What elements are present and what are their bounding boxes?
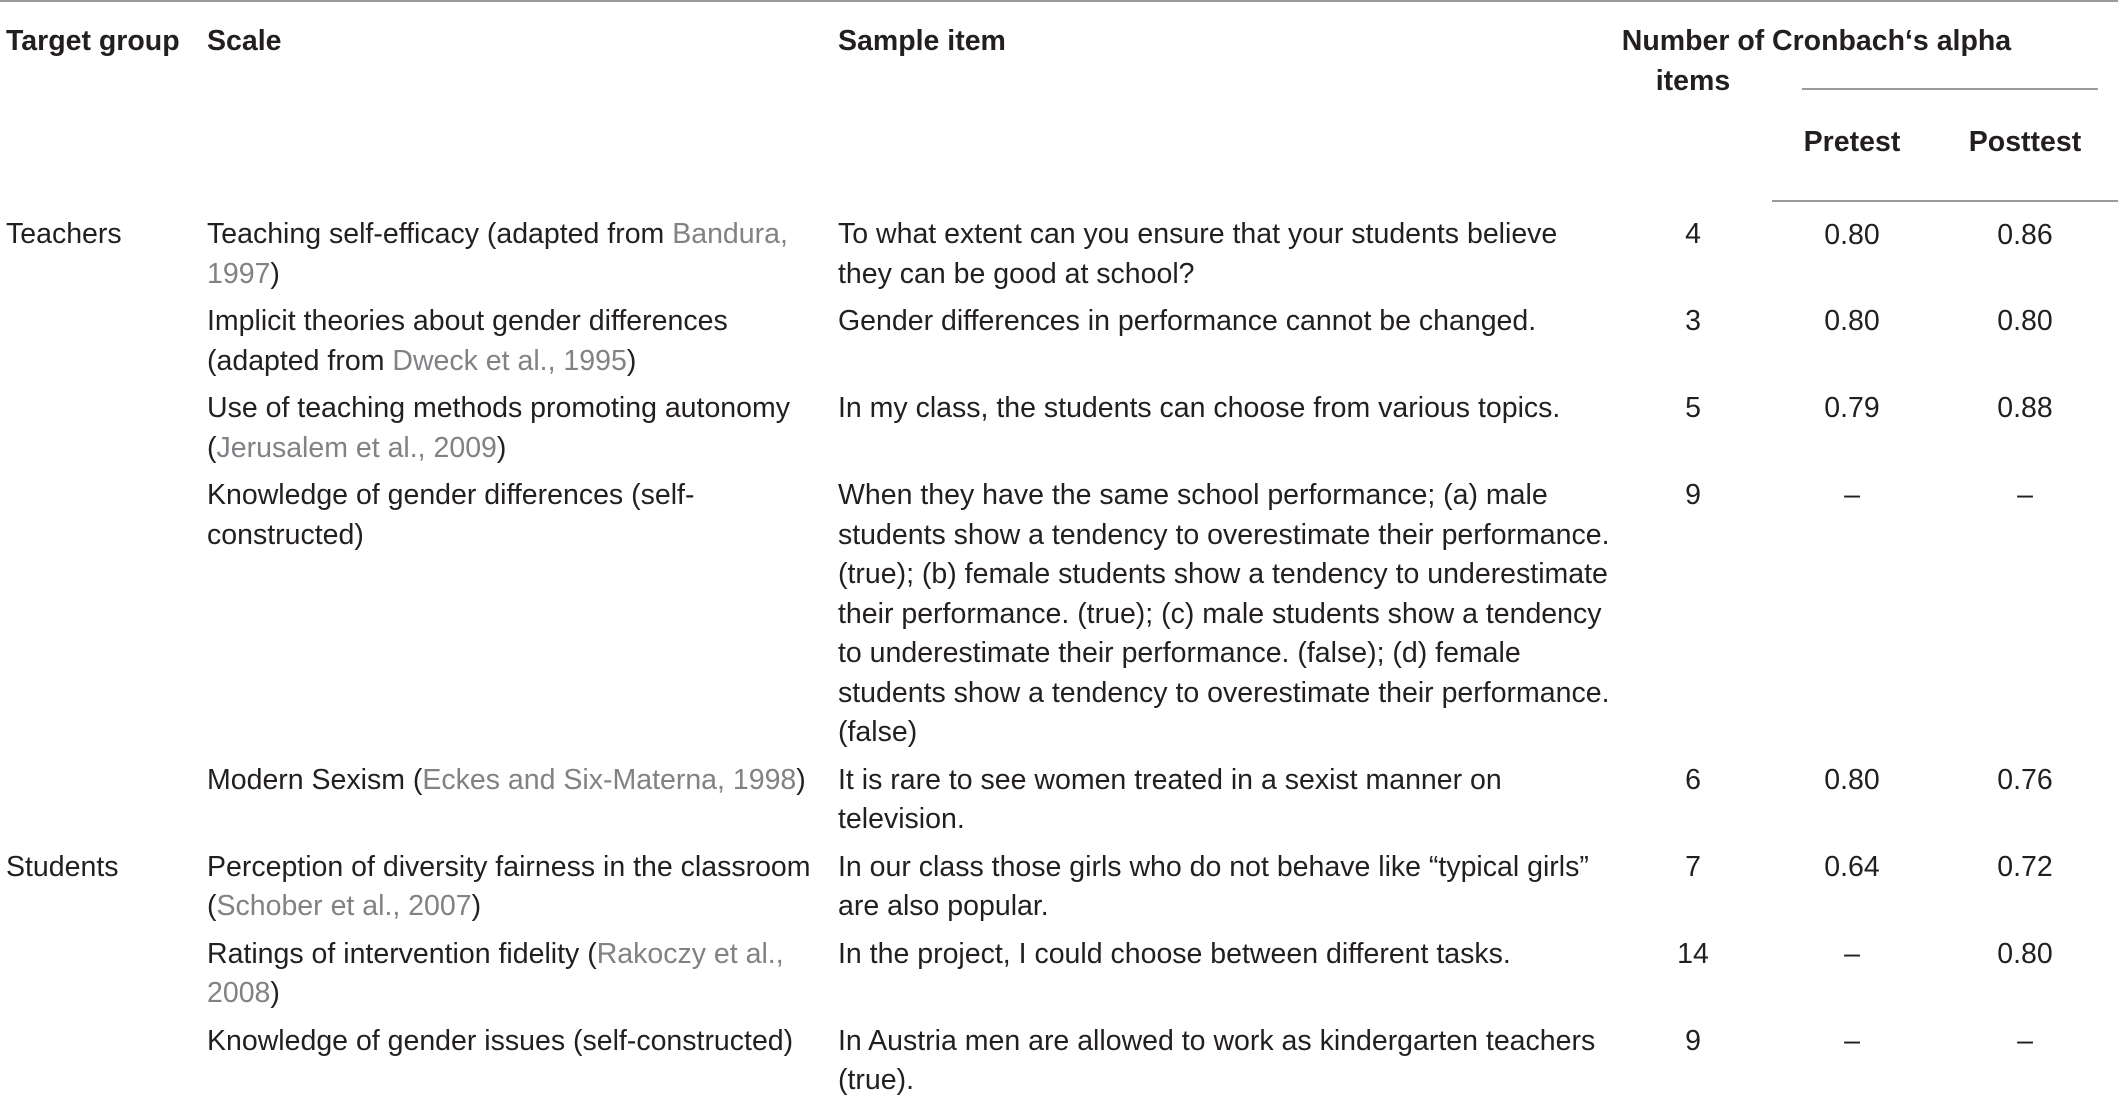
cell-sample-item: In the project, I could choose between different tasks.	[838, 937, 1511, 970]
cell-number-of-items: 7	[1685, 850, 1701, 883]
cell-target-group	[0, 1022, 207, 1109]
cell-scale	[207, 389, 838, 476]
cell-scale	[207, 476, 838, 761]
cell-target-group	[0, 389, 207, 476]
scale-text: Implicit theories about gender differences (adapted from	[207, 305, 728, 377]
reference-link[interactable]: Dweck et al., 1995	[392, 344, 627, 377]
col-scale: Scale	[207, 1, 838, 201]
cell-target-group: Teachers	[6, 218, 122, 250]
table-row	[0, 935, 2118, 1022]
cell-target-group	[0, 935, 207, 1022]
scale-text-end: )	[796, 763, 806, 796]
cell-posttest: 0.80	[1997, 305, 2053, 337]
cell-target-group	[0, 761, 207, 848]
cell-pretest: 0.80	[1824, 219, 1880, 251]
cell-sample-item: When they have the same school performance; (a) male students show a tendency to overestimate their performance. (true); (b) female students show a tendency to underestimate their performance. (true); (c) male students show a tendency to underestimate their performance. (false); (d) female students show a tendency to overestimate their performance. (false)	[838, 479, 1610, 748]
cell-pretest: –	[1844, 937, 1860, 970]
cell-scale	[207, 935, 838, 1022]
scale-text: Teaching self-efficacy (adapted from	[207, 218, 673, 250]
table-row	[0, 389, 2118, 476]
cell-number-of-items: 5	[1685, 392, 1701, 424]
cell-pretest: 0.64	[1824, 850, 1880, 883]
col-posttest: Posttest	[1932, 121, 2118, 201]
cell-scale	[207, 1022, 838, 1109]
cell-pretest: 0.80	[1824, 305, 1880, 337]
col-cronbach-alpha	[1772, 1, 2118, 121]
cell-sample-item: It is rare to see women treated in a sexist manner on television.	[838, 763, 1502, 835]
cronbach-alpha-label: Cronbach‘s alpha	[1772, 25, 2012, 57]
table-row	[0, 848, 2118, 935]
cell-sample-item: In my class, the students can choose from various topics.	[838, 392, 1561, 424]
reference-link[interactable]: Schober et al., 2007	[216, 890, 472, 922]
cell-pretest: 0.79	[1824, 392, 1880, 424]
cell-number-of-items: 3	[1685, 305, 1701, 337]
cell-number-of-items: 9	[1685, 479, 1701, 511]
scale-text-end: )	[496, 431, 507, 464]
cell-posttest: –	[2017, 1024, 2033, 1057]
scale-text: Use of teaching methods promoting autonomy (	[207, 392, 790, 464]
scale-text: Knowledge of gender issues (self-constructed)	[207, 1024, 794, 1057]
reference-link[interactable]: Bandura, 1997	[207, 218, 788, 290]
reference-link[interactable]: Jerusalem et al., 2009	[216, 431, 497, 464]
cell-number-of-items: 4	[1685, 218, 1701, 250]
scale-text-end: )	[270, 257, 280, 290]
scale-text: Knowledge of gender differences (self-constructed)	[207, 479, 695, 551]
scale-text: Ratings of intervention fidelity (	[207, 937, 597, 970]
cell-number-of-items: 14	[1677, 937, 1709, 970]
col-sample-item: Sample item	[838, 1, 1614, 201]
cell-sample-item: Gender differences in performance cannot be changed.	[838, 305, 1537, 337]
cell-scale	[207, 201, 838, 302]
col-pretest: Pretest	[1772, 121, 1932, 201]
cell-posttest: 0.86	[1997, 219, 2053, 251]
cell-sample-item: In Austria men are allowed to work as kindergarten teachers (true).	[838, 1024, 1596, 1096]
cell-posttest: 0.88	[1997, 392, 2053, 424]
cell-scale	[207, 302, 838, 389]
cell-sample-item: In our class those girls who do not behave like “typical girls” are also popular.	[838, 850, 1589, 922]
cell-scale	[207, 848, 838, 935]
table-header	[0, 1, 2118, 201]
scale-text-end: )	[626, 344, 637, 377]
col-number-of-items: Number of items	[1614, 1, 1772, 201]
cell-posttest: 0.80	[1997, 937, 2053, 970]
table-row	[0, 476, 2118, 761]
cell-number-of-items: 9	[1685, 1024, 1701, 1057]
table-row	[0, 761, 2118, 848]
scale-text: Modern Sexism (	[207, 763, 423, 796]
cell-pretest: –	[1844, 479, 1860, 511]
table-row	[0, 201, 2118, 302]
cell-posttest: –	[2017, 479, 2033, 511]
cell-sample-item: To what extent can you ensure that your students believe they can be good at school?	[838, 218, 1558, 290]
cell-pretest: –	[1844, 1024, 1860, 1057]
cell-target-group	[0, 302, 207, 389]
table-row	[0, 1022, 2118, 1109]
cell-posttest: 0.72	[1997, 850, 2053, 883]
table-body	[0, 201, 2118, 1109]
cell-pretest: 0.80	[1824, 763, 1880, 796]
cell-posttest: 0.76	[1997, 763, 2053, 796]
cell-scale	[207, 761, 838, 848]
cell-target-group: Students	[6, 850, 119, 883]
cell-target-group	[0, 476, 207, 761]
header-row	[0, 1, 2118, 121]
scale-text: Perception of diversity fairness in the classroom (	[207, 850, 811, 922]
scale-text-end: )	[270, 977, 280, 1009]
scale-text-end: )	[471, 890, 482, 922]
alpha-divider	[1802, 88, 2098, 90]
cell-number-of-items: 6	[1685, 763, 1701, 796]
col-target-group: Target group	[0, 1, 207, 201]
reference-link[interactable]: Eckes and Six-Materna, 1998	[422, 763, 797, 796]
reference-link[interactable]: Rakoczy et al., 2008	[207, 937, 784, 1009]
table-row	[0, 302, 2118, 389]
